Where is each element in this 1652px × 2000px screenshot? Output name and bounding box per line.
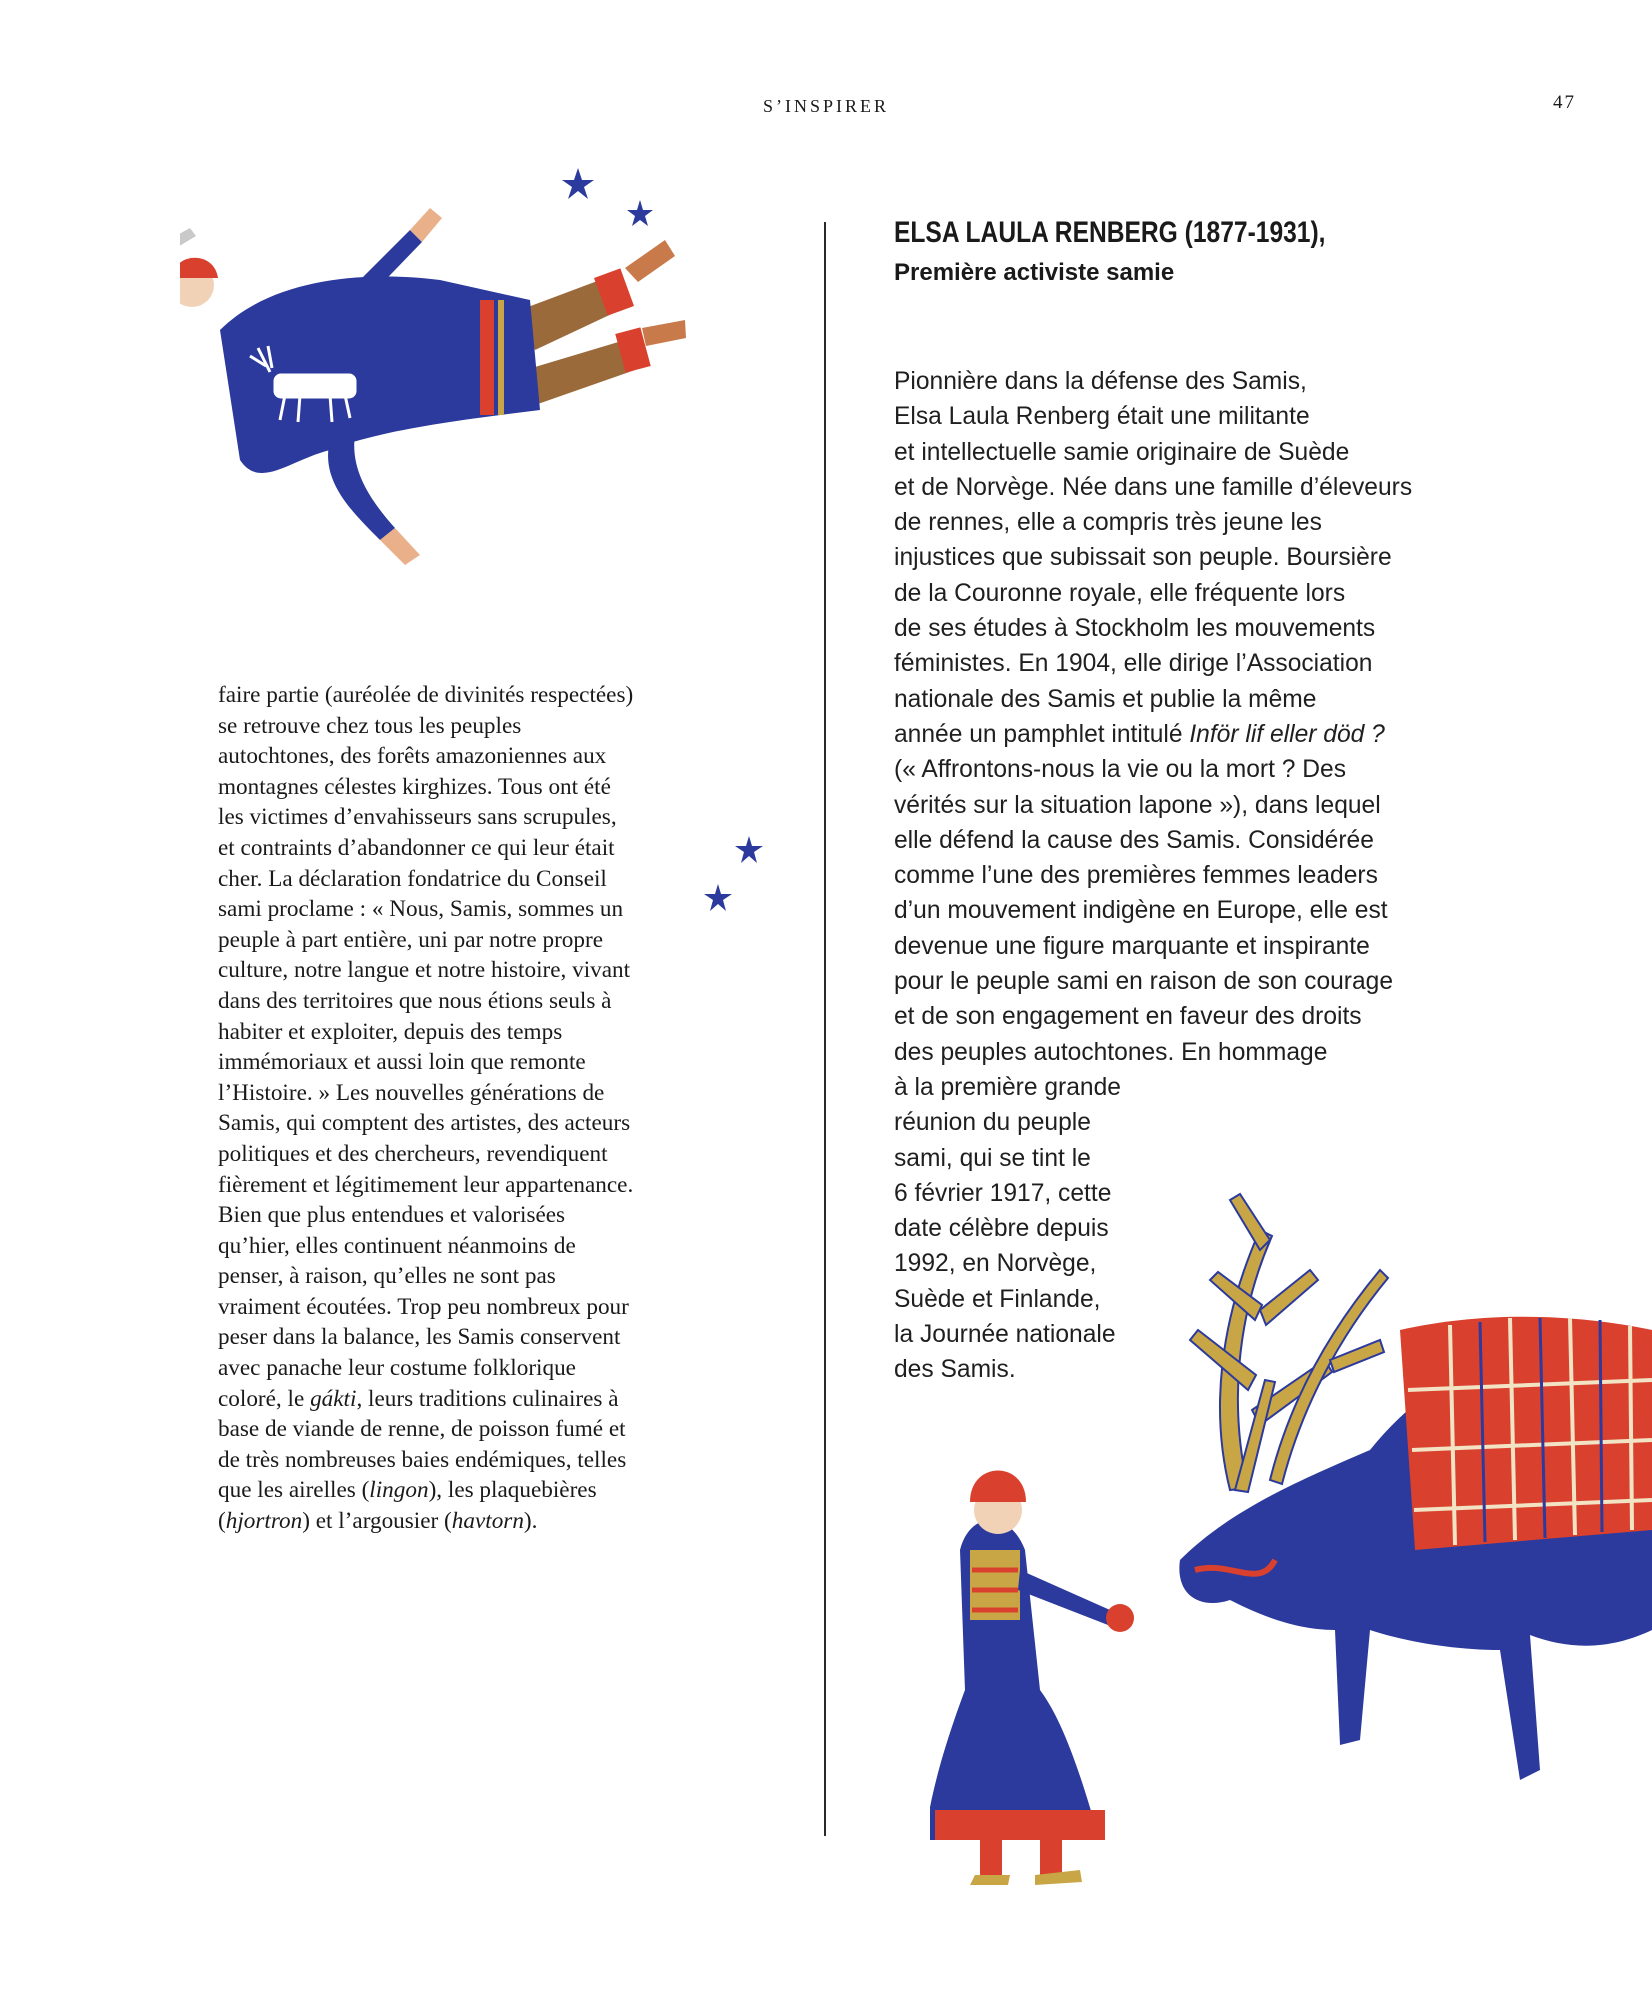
bio-line: année un pamphlet intitulé Inför lif eller död ? <box>894 720 1385 748</box>
woman-and-reindeer-illustration <box>930 1090 1652 1890</box>
running-head: S’INSPIRER <box>762 96 890 116</box>
bio-line: injustices que subissait son peuple. Boursière <box>894 544 1392 572</box>
bio-line: Pionnière dans la défense des Samis, <box>894 368 1307 395</box>
bio-line: des Samis. <box>894 1356 1016 1384</box>
left-column-paragraph: faire partie (auréolée de divinités respectées) se retrouve chez tous les peuples autochtones, des forêts amazoniennes aux montagnes célestes kirghizes. Tous ont été les victimes d’envahisseurs sans scrupules, et contraints d’abandonner ce qui leur était cher. La déclaration fondatrice du Conseil sami proclame : « Nous, Samis, sommes un peuple à part entière, uni par notre propre culture, notre langue et notre histoire, vivant dans des territoires que nous étions seuls à habiter et exploiter, depuis des temps immémoriaux et aussi loin que remonte l’Histoire. » Les nouvelles générations de Samis, qui comptent des artistes, des acteurs politiques et des chercheurs, revendiquent fièrement et légitimement leur appartenance. Bien que plus entendues et valorisées qu’hier, elles continuent néanmoins de penser, à raison, qu’elles ne sont pas vraiment écoutées. Trop peu nombreux pour peser dans la balance, les Samis conservent avec panache leur costume folklorique coloré, le gákti, leurs traditions culinaires à base de viande de renne, de poisson fumé et de très nombreuses baies endémiques, telles que les airelles (lingon), les plaquebières (hjortron) et l’argousier (havtorn). <box>218 682 634 1535</box>
bio-line: elle défend la cause des Samis. Considérée <box>894 826 1374 854</box>
bio-line: 1992, en Norvège, <box>894 1250 1097 1278</box>
bio-line: Suède et Finlande, <box>894 1285 1101 1313</box>
bio-line: sami, qui se tint le <box>894 1144 1091 1172</box>
bio-line: Elsa Laula Renberg était une militante <box>894 403 1310 431</box>
bio-line: comme l’une des premières femmes leaders <box>894 862 1378 890</box>
bio-line: de rennes, elle a compris très jeune les <box>894 509 1322 537</box>
bio-line: et intellectuelle samie originaire de Suède <box>894 438 1350 466</box>
bio-line: la Journée nationale <box>894 1321 1116 1349</box>
bio-line: (« Affrontons-nous la vie ou la mort ? Des <box>894 756 1347 784</box>
star-icon <box>704 884 732 912</box>
bio-line: réunion du peuple <box>894 1109 1091 1137</box>
section-heading: ELSA LAULA RENBERG (1877-1931), <box>894 216 1326 249</box>
bio-line: féministes. En 1904, elle dirige l’Association <box>894 650 1373 678</box>
star-icon <box>562 168 594 199</box>
pamphlet-title: Inför lif eller död ? <box>1189 720 1385 748</box>
bio-line: de la Couronne royale, elle fréquente lors <box>894 579 1346 607</box>
floating-woman-illustration <box>180 160 720 600</box>
bio-line: et de Norvège. Née dans une famille d’éleveurs <box>894 473 1413 501</box>
column-divider <box>824 222 826 1836</box>
bio-line: 6 février 1917, cette <box>894 1179 1112 1207</box>
section-subheading: Première activiste samie <box>894 259 1175 286</box>
bio-line: devenue une figure marquante et inspirante <box>894 932 1370 960</box>
star-icon <box>627 200 653 226</box>
bio-line: pour le peuple sami en raison de son courage <box>894 968 1394 996</box>
star-icon <box>735 836 763 864</box>
bio-line: date célèbre depuis <box>894 1215 1109 1243</box>
bio-line: à la première grande <box>894 1073 1121 1101</box>
bio-line: d’un mouvement indigène en Europe, elle est <box>894 897 1388 925</box>
page-number: 47 <box>1553 92 1576 113</box>
bio-line: des peuples autochtones. En hommage <box>894 1038 1328 1066</box>
bio-line: de ses études à Stockholm les mouvements <box>894 615 1376 643</box>
bio-line: et de son engagement en faveur des droits <box>894 1003 1362 1031</box>
bio-line: vérités sur la situation lapone »), dans lequel <box>894 791 1381 819</box>
left-column-text <box>218 680 638 1537</box>
bio-line: nationale des Samis et publie la même <box>894 685 1317 713</box>
